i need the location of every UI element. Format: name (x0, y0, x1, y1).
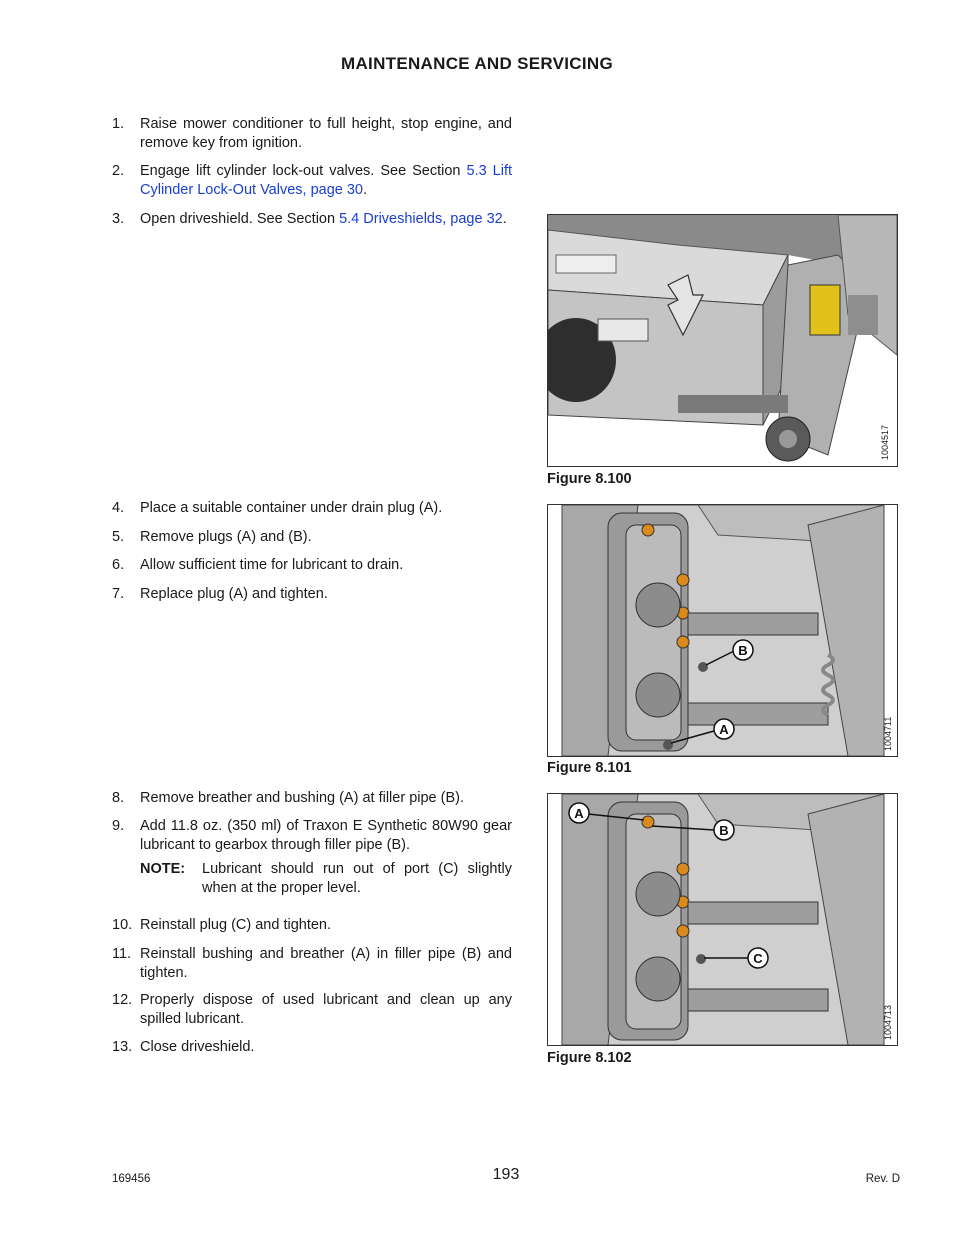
step-text (140, 210, 512, 229)
note-label: NOTE: (140, 861, 186, 877)
step-text: Reinstall bushing and breather (A) in filler pipe (B) and tighten. (140, 946, 512, 981)
step-text: Close driveshield. (140, 1039, 255, 1055)
step-text: Add 11.8 oz. (350 ml) of Traxon E Synthetic 80W90 gear lubricant to gearbox through filler pipe (B). (140, 818, 512, 853)
figure-caption: Figure 8.100 (547, 471, 632, 487)
step-number: 3. (112, 211, 125, 227)
figure-8-101-image (547, 504, 898, 757)
step-number: 6. (112, 557, 125, 573)
callout-b: B (738, 643, 748, 658)
step-text: Place a suitable container under drain plug (A). (140, 500, 443, 516)
step-10 (112, 916, 512, 935)
figure-8-102-image (547, 793, 898, 1046)
step-8 (112, 789, 512, 808)
step-number: 4. (112, 500, 125, 516)
step-text: Remove breather and bushing (A) at filler pipe (B). (140, 790, 464, 806)
step-2 (112, 162, 512, 200)
section-link-5-4[interactable]: 5.4 Driveshields, page 32 (339, 211, 503, 227)
step-13 (112, 1038, 512, 1057)
step-11 (112, 945, 512, 983)
figure-8-100-image (547, 214, 898, 467)
page-title: MAINTENANCE AND SERVICING (341, 54, 613, 73)
step-5 (112, 528, 512, 547)
step-number: 12. (112, 992, 133, 1008)
step-text-before: Engage lift cylinder lock-out valves. See Section (140, 163, 467, 179)
page-number: 193 (492, 1166, 520, 1183)
callout-c: C (753, 951, 763, 966)
step-number: 8. (112, 790, 125, 806)
figure-id-code: 1004711 (883, 716, 893, 751)
revision: Rev. D (865, 1173, 900, 1185)
figure-id-code: 1004713 (883, 1004, 893, 1040)
step-text-before: Open driveshield. See Section (140, 211, 340, 227)
step-number: 5. (112, 529, 125, 545)
step-number: 7. (112, 586, 125, 602)
step-text: Remove plugs (A) and (B). (140, 529, 312, 545)
step-9 (112, 817, 512, 855)
step-12 (112, 991, 512, 1029)
step-number: 9. (112, 818, 125, 834)
callout-b: B (719, 823, 729, 838)
step-number: 2. (112, 163, 125, 179)
step-text: Reinstall plug (C) and tighten. (140, 917, 332, 933)
doc-number: 169456 (112, 1173, 151, 1185)
step-text-after: . (363, 182, 368, 198)
step-4 (112, 499, 512, 518)
note-block (140, 860, 512, 898)
note-text: Lubricant should run out of port (C) slightly when at the proper level. (202, 861, 512, 896)
figure-caption: Figure 8.102 (547, 1050, 632, 1066)
figure-caption: Figure 8.101 (547, 760, 632, 776)
step-text-after: . (502, 211, 507, 227)
step-text (140, 162, 512, 200)
step-number: 10. (112, 917, 133, 933)
step-3 (112, 210, 512, 229)
step-1 (112, 115, 512, 153)
step-number: 1. (112, 116, 125, 132)
callout-a: A (719, 722, 729, 737)
step-text: Allow sufficient time for lubricant to drain. (140, 557, 404, 573)
section-link-5-3[interactable]: 5.3 Lift Cylinder Lock-Out Valves, page 30 (140, 163, 512, 198)
step-text: Replace plug (A) and tighten. (140, 586, 328, 602)
step-7 (112, 585, 512, 604)
step-text: Properly dispose of used lubricant and clean up any spilled lubricant. (140, 992, 512, 1027)
step-number: 11. (112, 946, 132, 962)
figure-id-code: 1004517 (880, 424, 890, 460)
step-6 (112, 556, 512, 575)
step-number: 13. (112, 1039, 133, 1055)
callout-a: A (574, 806, 584, 821)
step-text: Raise mower conditioner to full height, stop engine, and remove key from ignition. (140, 116, 512, 151)
